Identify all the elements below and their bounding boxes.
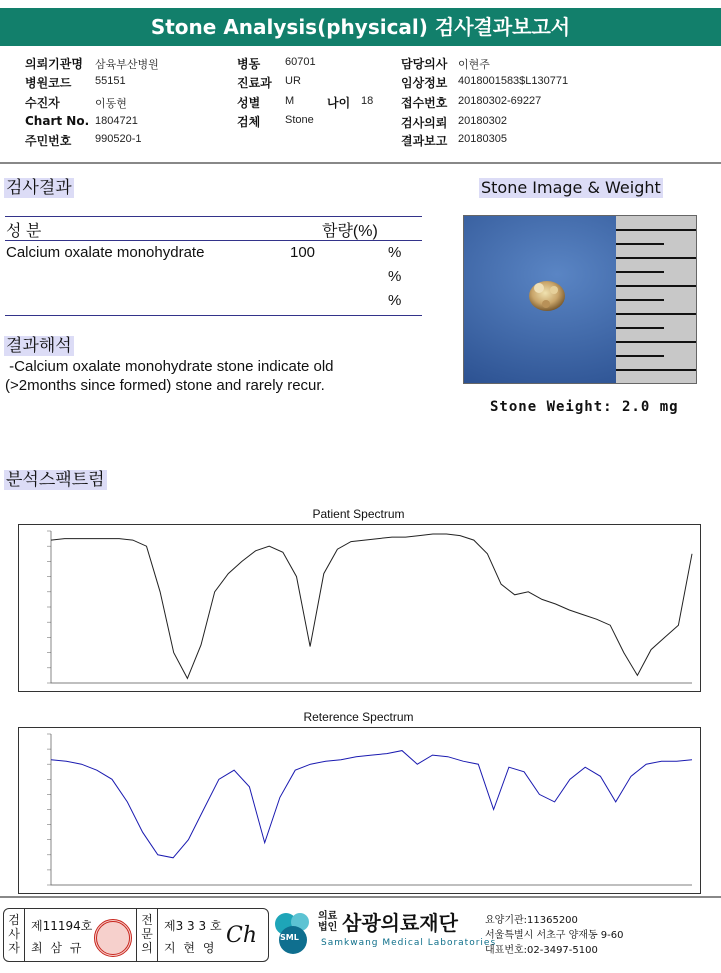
row-component: Calcium oxalate monohydrate	[6, 244, 205, 261]
sex-value: M	[285, 95, 295, 107]
spectrum-heading: 분석스팩트럼	[6, 470, 105, 490]
report-title: Stone Analysis(physical) 검사결과보고서	[0, 8, 721, 46]
receipt-label: 접수번호	[401, 96, 448, 110]
examiner-license: 제11194호	[31, 919, 93, 933]
specialist-license: 제3 3 3 호	[164, 919, 222, 933]
table-top-line	[5, 216, 422, 217]
interpretation-line-2: (>2months since formed) stone and rarely recur.	[5, 377, 325, 394]
org-code: 요양기관:11365200	[485, 915, 578, 926]
patient-spectrum-svg	[19, 525, 700, 691]
id-label: 주민번호	[25, 134, 72, 148]
org-english: Samkwang Medical Laboratories	[321, 938, 497, 948]
stone-weight: Stone Weight: 2.0 mg	[490, 399, 679, 415]
col-amount: 함량(%)	[322, 223, 378, 240]
divider	[0, 162, 721, 164]
stone-image-heading: Stone Image & Weight	[481, 178, 661, 197]
row-unit: %	[388, 292, 402, 309]
receipt-value: 20180302-69227	[458, 95, 542, 107]
org-address: 서울특별시 서초구 양재동 9-60	[485, 930, 624, 941]
clinic-label: 임상정보	[401, 76, 448, 90]
chart-no-label: Chart No.	[25, 114, 90, 128]
interpretation-line-1: -Calcium oxalate monohydrate stone indicate old	[5, 358, 334, 375]
divider-line	[24, 909, 25, 961]
doctor-label: 담당의사	[401, 57, 448, 71]
org-phone: 대표번호:02-3497-5100	[485, 945, 598, 956]
spectrum-line	[51, 534, 692, 678]
age-label: 나이	[327, 96, 351, 110]
org-legal-prefix: 의료법인	[318, 911, 338, 933]
signature-box	[3, 908, 269, 962]
id-value: 990520-1	[95, 133, 142, 145]
hospital-value: 삼육부산병원	[95, 59, 159, 71]
specimen-value: Stone	[285, 114, 314, 126]
stone-photo	[463, 215, 697, 384]
reference-spectrum-svg	[19, 728, 700, 893]
report-date-value: 20180305	[458, 133, 507, 145]
dept-value: UR	[285, 75, 301, 87]
spectrum-line	[51, 751, 692, 858]
org-name: 삼광의료재단	[342, 911, 458, 935]
row-unit: %	[388, 268, 402, 285]
divider-line	[136, 909, 137, 961]
request-value: 20180302	[458, 115, 507, 127]
axes	[51, 734, 692, 885]
patient-spectrum-title: Patient Spectrum	[312, 507, 405, 521]
report-date-label: 결과보고	[401, 134, 448, 148]
row-unit: %	[388, 244, 402, 261]
clinic-value: 4018001583$L130771	[458, 75, 569, 87]
row-amount: 100	[290, 244, 316, 261]
specimen-label: 검체	[237, 115, 261, 129]
sex-label: 성별	[237, 96, 261, 110]
logo-letters: SML	[280, 933, 299, 942]
sml-logo	[273, 910, 313, 958]
request-label: 검사의뢰	[401, 116, 448, 130]
patient-value: 이동현	[95, 98, 127, 110]
reference-spectrum-chart	[18, 727, 701, 894]
dept-label: 진료과	[237, 76, 272, 90]
footer-divider	[0, 896, 721, 898]
patient-label: 수진자	[25, 96, 60, 110]
signature: Ch	[226, 923, 258, 948]
patient-spectrum-chart	[18, 524, 701, 692]
results-heading: 검사결과	[6, 178, 72, 198]
axes	[51, 531, 692, 683]
code-value: 55151	[95, 75, 126, 87]
specialist-label: 전문의	[141, 913, 153, 955]
chart-no-value: 1804721	[95, 115, 138, 127]
divider-line	[157, 909, 158, 961]
interpretation-heading: 결과해석	[6, 336, 72, 356]
doctor-value: 이현주	[458, 59, 490, 71]
code-label: 병원코드	[25, 76, 72, 90]
examiner-label: 검사자	[8, 913, 20, 955]
ward-value: 60701	[285, 56, 316, 68]
specialist-name: 지 현 영	[164, 941, 217, 955]
ward-label: 병동	[237, 57, 261, 71]
examiner-name: 최 삼 규	[31, 941, 84, 955]
table-bottom-line	[5, 315, 422, 316]
hospital-label: 의뢰기관명	[25, 57, 83, 71]
reference-spectrum-title: Reterence Spectrum	[303, 710, 414, 724]
seal-stamp	[94, 919, 132, 957]
col-component: 성 분	[6, 223, 42, 240]
age-value: 18	[361, 95, 374, 107]
table-header-line	[5, 240, 422, 241]
